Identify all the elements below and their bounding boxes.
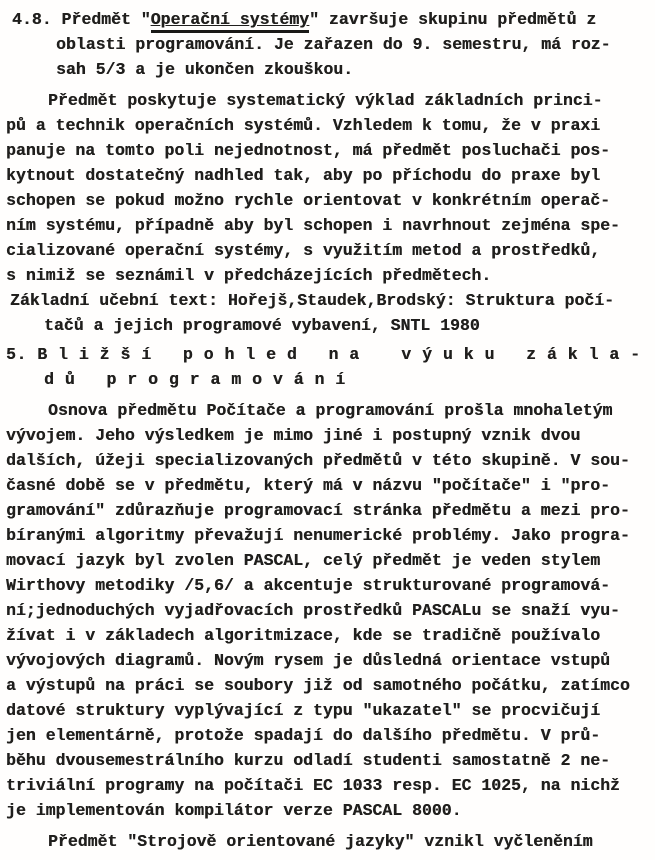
text-line: ní;jednoduchých vyjadřovacích prostředků PASCALu se snaží vyu- [6, 601, 620, 620]
text-line: časné době se v předmětu, který má v názvu "počítače" i "pro- [6, 476, 610, 495]
text-line: schopen se pokud možno rychle orientovat v konkrétním operač- [6, 191, 610, 210]
text-line: běhu dvousemestrálního kurzu odladí studenti samostatně 2 ne- [6, 751, 610, 770]
underlined-course-title: Operační systémy [151, 10, 309, 33]
text-line: gramování" zdůrazňuje programovací stránka předmětu a mezi pro- [6, 501, 630, 520]
text-line: s nimiž se seznámil v předcházejících předmětech. [6, 266, 492, 285]
text-line: Předmět poskytuje systematický výklad základních princi- [48, 91, 603, 110]
text-line: Wirthovy metodiky /5,6/ a akcentuje strukturované programová- [6, 576, 610, 595]
text-line: vývojových diagramů. Novým rysem je důsledná orientace vstupů [6, 651, 610, 670]
text-line: bíranými algoritmy převažují nenumerické problémy. Jako progra- [6, 526, 630, 545]
text-line: pů a technik operačních systémů. Vzhledem k tomu, že v praxi [6, 116, 601, 135]
section-5 [0, 342, 655, 854]
text-line: movací jazyk byl zvolen PASCAL, celý předmět je veden stylem [6, 551, 601, 570]
text-line: ním systému, případně aby byl schopen i navrhnout zejména spe- [6, 216, 620, 235]
text-line: triviální programy na počítači EC 1033 resp. EC 1025, na nichž [6, 776, 620, 795]
title-prefix: Předmět " [51, 10, 151, 29]
section-4-8 [0, 7, 655, 338]
textbook-reference-line: tačů a jejich programové vybavení, SNTL 1980 [44, 316, 480, 335]
textbook-reference-line: Základní učební text: Hořejš,Staudek,Brodský: Struktura počí- [10, 291, 614, 310]
text-line: sah 5/3 a je ukončen zkouškou. [56, 60, 354, 79]
text-line: datové struktury vyplývající z typu "ukazatel" se procvičují [6, 701, 601, 720]
title-suffix: " završuje skupinu předmětů z [309, 10, 597, 29]
text-line: oblasti programování. Je zařazen do 9. semestru, má roz- [56, 35, 611, 54]
text-line: jen elementárně, protože spadají do dalšího předmětu. V prů- [6, 726, 601, 745]
text-line: a výstupů na práci se soubory již od samotného počátku, zatímco [6, 676, 630, 695]
text-line: cializované operační systémy, s využitím metod a prostředků, [6, 241, 601, 260]
section-5-heading-line-1: 5. B l i ž š í p o h l e d n a v ý u k u z á k l a - [6, 345, 641, 364]
text-line: kytnout dostatečný nadhled tak, aby po příchodu do praxe byl [6, 166, 601, 185]
section-number: 4.8. [12, 10, 52, 29]
text-line: Osnova předmětu Počítače a programování prošla mnohaletým [48, 401, 613, 420]
text-line: dalších, úžeji specializovaných předmětů v této skupině. V sou- [6, 451, 630, 470]
text-line: je implementován kompilátor verze PASCAL 8000. [6, 801, 462, 820]
text-line: panuje na tomto poli nejednotnost, má předmět posluchači pos- [6, 141, 610, 160]
section-5-heading-line-2: d ů p r o g r a m o v á n í [44, 370, 346, 389]
closing-paragraph-line: Předmět "Strojově orientované jazyky" vznikl vyčleněním [48, 832, 593, 851]
text-line: žívat i v základech algoritmizace, kde se tradičně používalo [6, 626, 601, 645]
section-4-8-title-line [12, 7, 655, 32]
text-line: vývojem. Jeho výsledkem je mimo jiné i postupný vznik dvou [6, 426, 581, 445]
